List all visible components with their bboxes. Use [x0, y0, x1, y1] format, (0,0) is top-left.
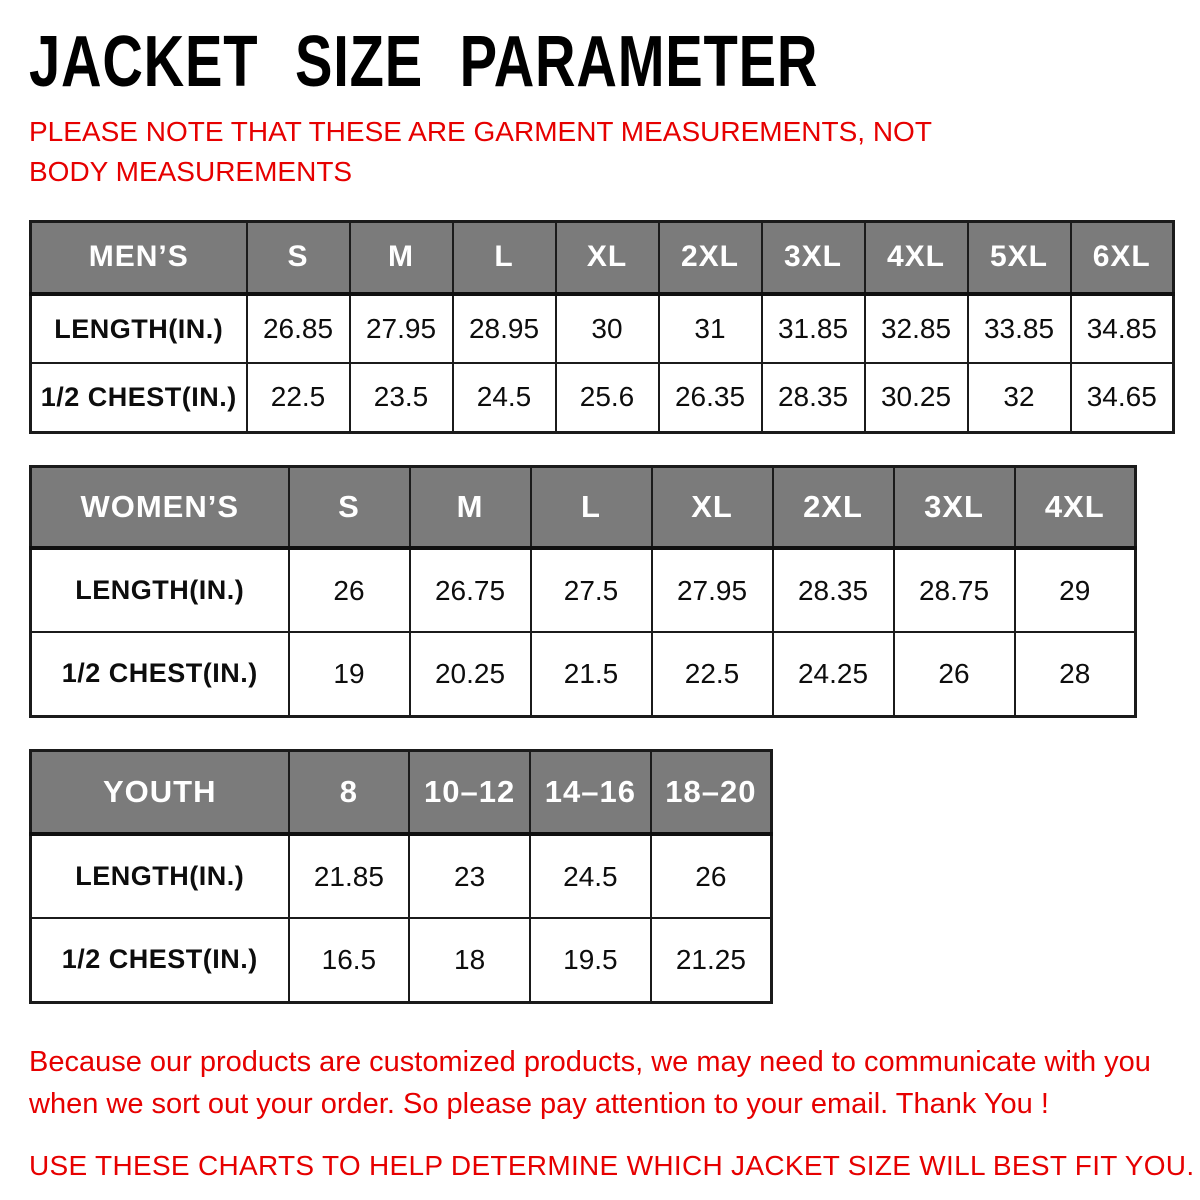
measurement-value: 34.85 [1071, 294, 1174, 363]
mens-size-column-header: 4XL [865, 221, 968, 294]
measurement-value: 27.95 [350, 294, 453, 363]
row-label: LENGTH(IN.) [31, 834, 289, 918]
row-label: 1/2 CHEST(IN.) [31, 632, 289, 716]
measurement-value: 28.95 [453, 294, 556, 363]
mens-table-row [31, 294, 1174, 363]
measurement-value: 26.85 [247, 294, 350, 363]
size-tables [29, 220, 1170, 1004]
youth-table-title: YOUTH [31, 750, 289, 834]
measurement-value: 20.25 [410, 632, 531, 716]
womens-header-row [31, 466, 1136, 548]
measurement-value: 25.6 [556, 363, 659, 432]
mens-table-row [31, 363, 1174, 432]
measurement-value: 34.65 [1071, 363, 1174, 432]
womens-size-column-header: M [410, 466, 531, 548]
mens-table-title: MEN’S [31, 221, 247, 294]
measurement-value: 24.5 [530, 834, 651, 918]
measurement-value: 33.85 [968, 294, 1071, 363]
measurement-value: 26 [289, 548, 410, 632]
measurement-value: 28.35 [762, 363, 865, 432]
youth-table-row [31, 834, 772, 918]
mens-size-column-header: M [350, 221, 453, 294]
customization-notice: Because our products are customized products, we may need to communicate with you when we sort out your order. So please pay attention to your email. Thank You ! [29, 1045, 1151, 1121]
measurement-value: 21.5 [531, 632, 652, 716]
measurement-value: 16.5 [289, 918, 410, 1002]
mens-size-table [29, 220, 1175, 434]
womens-table-title: WOMEN’S [31, 466, 289, 548]
row-label: LENGTH(IN.) [31, 548, 289, 632]
womens-size-table [29, 465, 1137, 718]
measurement-value: 19 [289, 632, 410, 716]
youth-size-column-header: 14–16 [530, 750, 651, 834]
row-label: 1/2 CHEST(IN.) [31, 363, 247, 432]
measurement-value: 23.5 [350, 363, 453, 432]
measurement-value: 19.5 [530, 918, 651, 1002]
measurement-value: 28.75 [894, 548, 1015, 632]
womens-size-column-header: 3XL [894, 466, 1015, 548]
womens-size-column-header: 4XL [1015, 466, 1136, 548]
mens-size-column-header: S [247, 221, 350, 294]
measurement-value: 28.35 [773, 548, 894, 632]
measurement-value: 30 [556, 294, 659, 363]
mens-size-column-header: 2XL [659, 221, 762, 294]
youth-size-column-header: 10–12 [409, 750, 530, 834]
mens-size-column-header: 3XL [762, 221, 865, 294]
womens-size-column-header: L [531, 466, 652, 548]
womens-table-row [31, 548, 1136, 632]
measurement-value: 27.95 [652, 548, 773, 632]
row-label: 1/2 CHEST(IN.) [31, 918, 289, 1002]
mens-size-column-header: 6XL [1071, 221, 1174, 294]
measurement-value: 24.5 [453, 363, 556, 432]
measurement-value: 18 [409, 918, 530, 1002]
womens-table-row [31, 632, 1136, 716]
womens-size-column-header: XL [652, 466, 773, 548]
measurement-value: 23 [409, 834, 530, 918]
measurement-value: 26.35 [659, 363, 762, 432]
page-title: JACKET SIZE PARAMETER [29, 22, 819, 102]
measurement-value: 26 [651, 834, 772, 918]
youth-size-table [29, 749, 773, 1004]
row-label: LENGTH(IN.) [31, 294, 247, 363]
measurement-value: 27.5 [531, 548, 652, 632]
measurement-value: 29 [1015, 548, 1136, 632]
garment-measurement-note: PLEASE NOTE THAT THESE ARE GARMENT MEASUREMENTS, NOT BODY MEASUREMENTS [29, 116, 932, 187]
mens-size-column-header: 5XL [968, 221, 1071, 294]
measurement-value: 22.5 [247, 363, 350, 432]
youth-size-column-header: 18–20 [651, 750, 772, 834]
mens-size-column-header: XL [556, 221, 659, 294]
womens-size-column-header: 2XL [773, 466, 894, 548]
measurement-value: 31.85 [762, 294, 865, 363]
measurement-value: 21.85 [289, 834, 410, 918]
measurement-value: 31 [659, 294, 762, 363]
womens-size-column-header: S [289, 466, 410, 548]
measurement-value: 24.25 [773, 632, 894, 716]
chart-usage-instruction: USE THESE CHARTS TO HELP DETERMINE WHICH JACKET SIZE WILL BEST FIT YOU. [29, 1150, 1195, 1182]
measurement-value: 26.75 [410, 548, 531, 632]
mens-size-column-header: L [453, 221, 556, 294]
mens-header-row [31, 221, 1174, 294]
youth-table-row [31, 918, 772, 1002]
measurement-value: 22.5 [652, 632, 773, 716]
measurement-value: 26 [894, 632, 1015, 716]
measurement-value: 28 [1015, 632, 1136, 716]
youth-header-row [31, 750, 772, 834]
measurement-value: 21.25 [651, 918, 772, 1002]
youth-size-column-header: 8 [289, 750, 410, 834]
measurement-value: 32.85 [865, 294, 968, 363]
measurement-value: 32 [968, 363, 1071, 432]
measurement-value: 30.25 [865, 363, 968, 432]
